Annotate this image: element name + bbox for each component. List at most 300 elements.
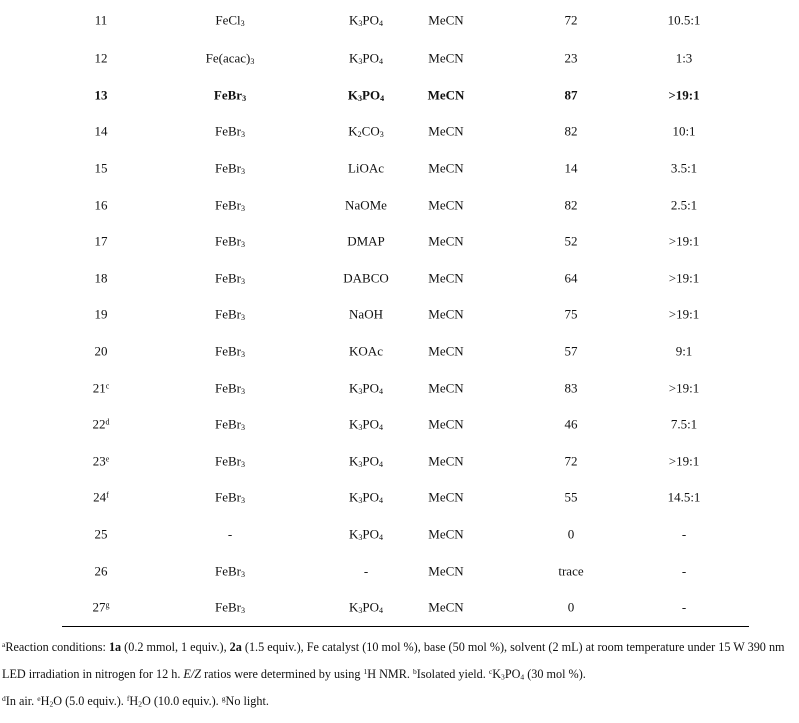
base-subscript: 3: [358, 423, 363, 433]
cell-base: [349, 381, 383, 394]
cell-catalyst: [215, 418, 245, 431]
footnote-c-subscript: 3: [501, 672, 505, 682]
table-row: [0, 296, 799, 333]
ez-ratio-value: 7.5:1: [670, 416, 698, 432]
footnote-compound-2a: 2a: [229, 640, 242, 654]
cell-entry: [93, 491, 109, 504]
yield-value: 87: [564, 87, 578, 103]
footnote-c-text: K: [492, 667, 502, 681]
entry-number: 18: [94, 270, 108, 286]
footnote-c-text: (30 mol %).: [524, 667, 586, 681]
base-subscript: 4: [379, 57, 384, 67]
yield-value: 82: [564, 123, 578, 139]
cell-yield: [565, 271, 578, 284]
solvent-name: MeCN: [428, 270, 464, 286]
base-formula: K: [348, 599, 359, 615]
ez-ratio-value: >19:1: [668, 306, 700, 322]
catalyst-formula: FeBr: [214, 416, 241, 432]
yield-value: 64: [564, 270, 578, 286]
footnote-mark-g: g: [221, 694, 226, 704]
cell-ez-ratio: [682, 528, 686, 541]
cell-yield: [565, 345, 578, 358]
ez-ratio-value: 10:1: [672, 123, 696, 139]
base-formula: PO: [362, 453, 380, 469]
cell-ez-ratio: [671, 162, 697, 175]
catalyst-subscript: 3: [240, 386, 246, 396]
entry-number: 12: [94, 50, 108, 66]
base-formula: K: [348, 416, 359, 432]
ez-ratio-value: -: [681, 599, 687, 615]
cell-catalyst: [215, 564, 245, 577]
table-row: [0, 443, 799, 480]
base-formula: PO: [362, 50, 380, 66]
entry-number: 16: [94, 197, 108, 213]
cell-catalyst: [215, 601, 245, 614]
base-subscript: 4: [379, 459, 384, 469]
entry-number: 14: [94, 123, 108, 139]
base-formula: KOAc: [349, 343, 383, 359]
cell-catalyst: [215, 454, 245, 467]
base-subscript: 3: [358, 606, 363, 616]
table-row: [0, 333, 799, 370]
base-formula: PO: [362, 526, 380, 542]
base-subscript: 3: [358, 386, 363, 396]
catalyst-formula: FeBr: [214, 233, 241, 249]
cell-yield: [565, 454, 578, 467]
catalyst-formula: FeBr: [214, 563, 241, 579]
cell-catalyst: [215, 14, 244, 27]
ez-ratio-value: 3.5:1: [670, 160, 698, 176]
cell-entry: [93, 454, 110, 467]
cell-ez-ratio: [669, 235, 699, 248]
base-subscript: 3: [358, 533, 363, 543]
cell-yield: [565, 198, 578, 211]
yield-value: 46: [564, 416, 578, 432]
base-subscript: 4: [379, 533, 384, 543]
base-formula: LiOAc: [347, 160, 385, 176]
ez-ratio-value: 9:1: [675, 343, 693, 359]
catalyst-subscript: 3: [240, 496, 246, 506]
cell-solvent: [428, 308, 463, 321]
cell-catalyst: [215, 345, 245, 358]
cell-solvent: [428, 454, 463, 467]
cell-solvent: [428, 564, 463, 577]
cell-base: [364, 564, 368, 577]
catalyst-subscript: 3: [240, 19, 245, 29]
entry-number: 24: [93, 489, 107, 505]
cell-base: [349, 491, 383, 504]
table-row: [0, 40, 799, 77]
catalyst-subscript: 3: [240, 276, 246, 286]
footnote-compound-1a: 1a: [108, 640, 122, 654]
base-subscript: 2: [357, 130, 362, 140]
cell-base: [349, 52, 383, 65]
ez-ratio-value: >19:1: [668, 270, 700, 286]
table-row: [0, 186, 799, 223]
catalyst-formula: FeBr: [214, 453, 241, 469]
cell-solvent: [428, 601, 463, 614]
base-formula: PO: [362, 599, 380, 615]
entry-number: 11: [94, 12, 108, 28]
catalyst-formula: Fe(acac): [205, 50, 251, 66]
solvent-name: MeCN: [428, 453, 464, 469]
footnote-a-text: ratios were determined by using: [201, 667, 364, 681]
entry-number: 27: [92, 599, 106, 615]
cell-catalyst: [214, 88, 246, 101]
solvent-name: MeCN: [428, 343, 464, 359]
entry-number: 22: [92, 416, 106, 432]
cell-entry: [95, 235, 108, 248]
ez-ratio-value: 14.5:1: [667, 489, 701, 505]
base-subscript: 4: [379, 606, 384, 616]
ez-ratio-value: >19:1: [668, 233, 700, 249]
base-formula: PO: [362, 489, 380, 505]
cell-yield: [558, 564, 583, 577]
table-row: [0, 369, 799, 406]
base-formula: K: [348, 380, 359, 396]
table-row: [0, 589, 799, 626]
cell-entry: [92, 418, 109, 431]
base-subscript: 3: [379, 130, 384, 140]
table-row: [0, 77, 799, 114]
yield-value: 52: [564, 233, 578, 249]
base-formula: PO: [362, 12, 380, 28]
footnote-f-subscript: 2: [138, 699, 142, 709]
solvent-name: MeCN: [428, 160, 464, 176]
cell-entry: [95, 125, 108, 138]
cell-entry: [93, 381, 110, 394]
yield-value: trace: [558, 563, 584, 579]
yield-value: 72: [564, 453, 578, 469]
cell-yield: [565, 491, 578, 504]
footnote-nmr-superscript: 1: [363, 667, 368, 677]
cell-entry: [92, 601, 109, 614]
cell-solvent: [428, 491, 463, 504]
table-row: [0, 552, 799, 589]
cell-base: [345, 198, 387, 211]
yield-value: 23: [564, 50, 578, 66]
entry-footnote-mark: c: [105, 381, 110, 391]
yield-value: 0: [567, 526, 575, 542]
catalyst-subscript: 3: [240, 240, 246, 250]
cell-yield: [568, 528, 575, 541]
base-formula: PO: [362, 416, 380, 432]
base-subscript: 3: [358, 459, 363, 469]
entry-number: 26: [94, 563, 108, 579]
cell-solvent: [428, 418, 463, 431]
solvent-name: MeCN: [428, 526, 464, 542]
cell-solvent: [428, 88, 465, 101]
catalyst-subscript: 3: [240, 569, 246, 579]
solvent-name: MeCN: [428, 233, 464, 249]
cell-entry: [95, 88, 108, 101]
table-bottom-rule: [62, 626, 749, 627]
cell-base: [349, 454, 383, 467]
cell-solvent: [428, 198, 463, 211]
ez-ratio-value: >19:1: [668, 87, 700, 103]
solvent-name: MeCN: [427, 87, 465, 103]
base-formula: K: [347, 87, 358, 103]
footnote-mark-b: b: [413, 667, 417, 677]
solvent-name: MeCN: [428, 50, 464, 66]
footnote-d-text: In air.: [5, 694, 38, 708]
ez-ratio-value: 1:3: [675, 50, 693, 66]
table-row: [0, 113, 799, 150]
catalyst-formula: FeBr: [214, 599, 241, 615]
base-subscript: 4: [380, 94, 385, 103]
catalyst-subscript: 3: [250, 57, 255, 67]
entry-number: 15: [94, 160, 108, 176]
cell-catalyst: [206, 52, 255, 65]
cell-solvent: [428, 271, 463, 284]
cell-catalyst: [215, 198, 245, 211]
catalyst-formula: FeBr: [214, 197, 241, 213]
footnote-c-subscript: 4: [520, 672, 525, 682]
base-formula: NaOH: [349, 306, 383, 322]
footnote-g-text: No light.: [225, 694, 269, 708]
cell-base: [349, 601, 383, 614]
base-formula: PO: [362, 380, 380, 396]
catalyst-subscript: 3: [240, 423, 246, 433]
cell-yield: [565, 125, 578, 138]
catalyst-formula: FeBr: [214, 160, 241, 176]
cell-base: [343, 271, 389, 284]
footnote-e-text: H: [40, 694, 50, 708]
yield-value: 83: [564, 380, 578, 396]
cell-solvent: [428, 14, 463, 27]
entry-footnote-mark: f: [106, 490, 109, 500]
footnote-c-text: PO: [504, 667, 521, 681]
base-formula: K: [348, 453, 359, 469]
cell-entry: [95, 162, 108, 175]
cell-catalyst: [215, 271, 245, 284]
base-formula: NaOMe: [345, 197, 387, 213]
table-row: [0, 479, 799, 516]
cell-entry: [95, 345, 108, 358]
cell-catalyst: [215, 491, 245, 504]
cell-yield: [565, 381, 578, 394]
table-row: [0, 150, 799, 187]
catalyst-formula: FeBr: [214, 123, 241, 139]
yield-value: 82: [564, 197, 578, 213]
yield-value: 75: [564, 306, 578, 322]
base-formula: K: [348, 526, 359, 542]
catalyst-subscript: 3: [240, 130, 246, 140]
solvent-name: MeCN: [428, 416, 464, 432]
catalyst-formula: FeBr: [214, 343, 241, 359]
footnote-a-text: Reaction conditions:: [5, 640, 109, 654]
cell-ez-ratio: [682, 601, 686, 614]
cell-ez-ratio: [672, 125, 695, 138]
entry-footnote-mark: d: [105, 417, 110, 427]
catalyst-formula: -: [227, 526, 233, 542]
cell-catalyst: [228, 528, 232, 541]
entry-number: 19: [94, 306, 108, 322]
cell-solvent: [428, 162, 463, 175]
footnote-f-text: O (10.0 equiv.).: [142, 694, 222, 708]
cell-base: [348, 88, 384, 101]
cell-base: [348, 125, 384, 138]
footnote-mark-c: c: [488, 667, 493, 677]
cell-yield: [565, 418, 578, 431]
solvent-name: MeCN: [428, 123, 464, 139]
catalyst-subscript: 3: [240, 167, 246, 177]
catalyst-subscript: 3: [240, 459, 246, 469]
cell-catalyst: [215, 235, 245, 248]
entry-number: 23: [92, 453, 106, 469]
entry-footnote-mark: e: [105, 454, 110, 464]
catalyst-subscript: 3: [240, 203, 246, 213]
table-row: [0, 0, 799, 40]
cell-base: [349, 345, 383, 358]
cell-entry: [95, 198, 108, 211]
cell-ez-ratio: [671, 418, 697, 431]
base-formula: DMAP: [347, 233, 385, 249]
cell-yield: [565, 308, 578, 321]
yield-value: 0: [567, 599, 575, 615]
catalyst-subscript: 3: [240, 313, 246, 323]
entry-number: 25: [94, 526, 108, 542]
cell-yield: [565, 235, 578, 248]
cell-solvent: [428, 381, 463, 394]
cell-base: [347, 235, 385, 248]
table-footnotes: [2, 634, 797, 715]
cell-ez-ratio: [682, 564, 686, 577]
cell-catalyst: [215, 162, 245, 175]
base-formula: DABCO: [343, 270, 389, 286]
footnote-mark-f: f: [126, 694, 130, 704]
base-formula: K: [348, 123, 358, 139]
cell-catalyst: [215, 308, 245, 321]
catalyst-formula: FeBr: [213, 87, 243, 103]
base-subscript: 3: [358, 19, 363, 29]
solvent-name: MeCN: [428, 563, 464, 579]
cell-entry: [95, 564, 108, 577]
footnote-a-text: (1.5 equiv.), Fe catalyst (10 mol %), base (50 mol %), solvent (2 mL) at room temperature under 15 W 390 nm LED irradiation in nitrogen for 12 h.: [2, 640, 785, 681]
cell-base: [349, 308, 383, 321]
cell-ez-ratio: [671, 198, 697, 211]
cell-solvent: [428, 52, 463, 65]
base-formula: PO: [362, 87, 381, 103]
solvent-name: MeCN: [428, 12, 464, 28]
footnote-mark-e: e: [37, 694, 41, 704]
cell-yield: [568, 601, 575, 614]
base-subscript: 3: [358, 496, 363, 506]
base-subscript: 3: [358, 57, 363, 67]
catalyst-formula: FeBr: [214, 270, 241, 286]
entry-footnote-mark: g: [105, 600, 110, 610]
solvent-name: MeCN: [428, 599, 464, 615]
cell-base: [349, 14, 383, 27]
cell-base: [348, 162, 384, 175]
solvent-name: MeCN: [428, 489, 464, 505]
entry-number: 13: [94, 87, 108, 103]
catalyst-formula: FeBr: [214, 380, 241, 396]
catalyst-subscript: 3: [240, 606, 246, 616]
cell-ez-ratio: [668, 88, 699, 101]
catalyst-formula: FeBr: [214, 489, 241, 505]
base-formula: K: [348, 489, 359, 505]
ez-ratio-value: >19:1: [668, 453, 700, 469]
cell-entry: [95, 308, 108, 321]
base-subscript: 4: [379, 496, 384, 506]
footnote-b-text: Isolated yield.: [416, 667, 489, 681]
catalyst-formula: FeBr: [214, 306, 241, 322]
footnote-e-text: O (5.0 equiv.).: [53, 694, 127, 708]
yield-value: 57: [564, 343, 578, 359]
cell-entry: [95, 271, 108, 284]
base-subscript: 4: [379, 423, 384, 433]
base-formula: K: [348, 12, 359, 28]
cell-base: [349, 528, 383, 541]
cell-solvent: [428, 235, 463, 248]
solvent-name: MeCN: [428, 380, 464, 396]
cell-ez-ratio: [676, 52, 693, 65]
footnote-a-text: H NMR.: [367, 667, 413, 681]
footnote-ez-label: E/Z: [183, 667, 202, 681]
entry-number: 21: [92, 380, 106, 396]
base-subscript: 4: [379, 19, 384, 29]
table-row: [0, 516, 799, 553]
entry-number: 20: [94, 343, 108, 359]
footnote-mark-d: d: [2, 694, 6, 704]
table-row: [0, 406, 799, 443]
ez-ratio-value: -: [681, 526, 687, 542]
solvent-name: MeCN: [428, 197, 464, 213]
footnote-a-text: (0.2 mmol, 1 equiv.),: [121, 640, 230, 654]
base-subscript: 4: [379, 386, 384, 396]
footnote-mark-a: a: [2, 640, 6, 650]
base-subscript: 3: [358, 94, 363, 103]
cell-ez-ratio: [676, 345, 693, 358]
ez-ratio-value: -: [681, 563, 687, 579]
cell-ez-ratio: [669, 454, 699, 467]
yield-value: 55: [564, 489, 578, 505]
cell-base: [349, 418, 383, 431]
footnote-f-text: H: [129, 694, 139, 708]
cell-ez-ratio: [669, 308, 699, 321]
cell-entry: [95, 52, 108, 65]
catalyst-formula: FeCl: [215, 12, 241, 28]
cell-yield: [565, 88, 578, 101]
table-row: [0, 260, 799, 297]
cell-yield: [565, 162, 578, 175]
cell-entry: [95, 14, 108, 27]
cell-entry: [95, 528, 108, 541]
yield-value: 14: [564, 160, 578, 176]
cell-yield: [565, 14, 578, 27]
cell-ez-ratio: [669, 271, 699, 284]
cell-solvent: [428, 125, 463, 138]
table-row: [0, 223, 799, 260]
entry-number: 17: [94, 233, 108, 249]
cell-yield: [565, 52, 578, 65]
ez-ratio-value: 10.5:1: [667, 12, 701, 28]
base-formula: K: [348, 50, 359, 66]
cell-ez-ratio: [668, 491, 701, 504]
cell-catalyst: [215, 125, 245, 138]
solvent-name: MeCN: [428, 306, 464, 322]
yield-value: 72: [564, 12, 578, 28]
catalyst-subscript: 3: [242, 94, 247, 103]
cell-ez-ratio: [669, 381, 699, 394]
base-formula: -: [363, 563, 369, 579]
cell-solvent: [428, 345, 463, 358]
footnote-e-subscript: 2: [49, 699, 54, 709]
cell-catalyst: [215, 381, 245, 394]
cell-ez-ratio: [668, 14, 701, 27]
ez-ratio-value: >19:1: [668, 380, 700, 396]
